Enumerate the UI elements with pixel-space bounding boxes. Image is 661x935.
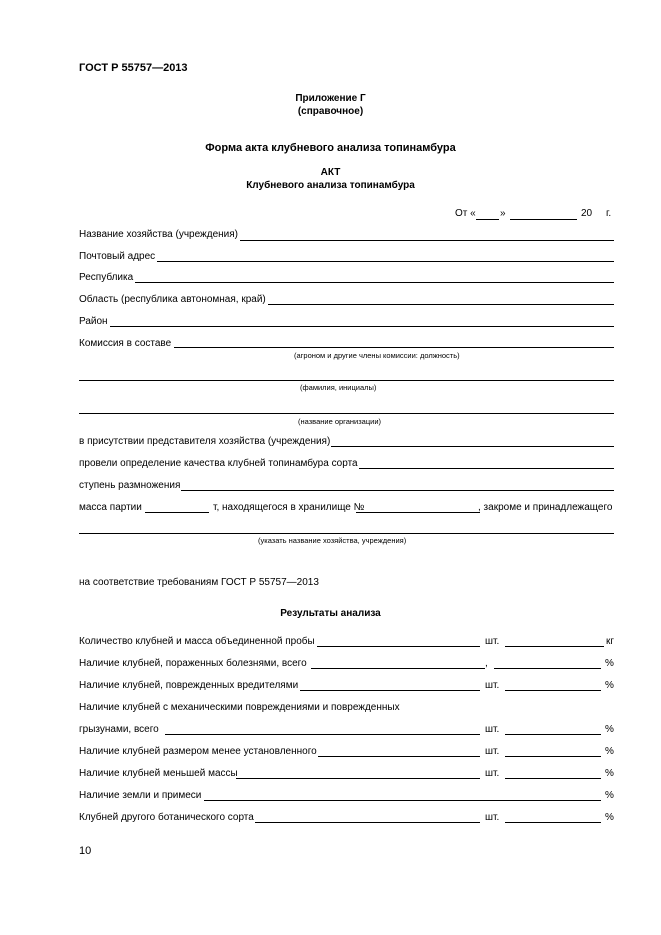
- result-unit-pcs: шт.: [485, 724, 500, 735]
- result-diseased-field[interactable]: [311, 668, 485, 669]
- page-number: 10: [79, 845, 92, 857]
- result-unit-kg: кг: [606, 636, 615, 647]
- postal-address-field[interactable]: [157, 261, 614, 262]
- organization-caption: (название организации): [298, 417, 382, 426]
- compliance-text: на соответствие требованиям ГОСТ Р 55757—2013: [79, 577, 319, 588]
- names-caption: (фамилия, инициалы): [300, 383, 377, 392]
- date-mid: »: [500, 208, 506, 219]
- result-unit-percent: %: [605, 746, 614, 757]
- organization-field[interactable]: [79, 413, 614, 414]
- result-other-variety-percent-field[interactable]: [505, 822, 601, 823]
- region-label: Область (республика автономная, край): [79, 294, 266, 305]
- standard-header: ГОСТ Р 55757—2013: [79, 62, 188, 74]
- result-rodents-field[interactable]: [165, 734, 480, 735]
- result-unit-pcs: шт.: [485, 680, 500, 691]
- stored-in-label: т, находящегося в хранилище №: [213, 502, 365, 513]
- republic-label: Республика: [79, 272, 134, 283]
- act-title: АКТ: [320, 167, 341, 178]
- result-label-rodents: грызунами, всего: [79, 724, 159, 735]
- commission-caption: (агроном и другие члены комиссии: должность): [294, 351, 460, 360]
- result-pests-percent-field[interactable]: [505, 690, 601, 691]
- result-label-mechanical: Наличие клубней с механическими повреждениями и поврежденных: [79, 702, 400, 713]
- closed-owned-label: , закроме и принадлежащего: [478, 502, 613, 513]
- result-label-diseased: Наличие клубней, пораженных болезнями, всего: [79, 658, 307, 669]
- result-unit-percent: %: [605, 768, 614, 779]
- result-separator: ,: [485, 658, 488, 669]
- stage-label: ступень размножения: [79, 480, 181, 491]
- result-undersize-percent-field[interactable]: [505, 756, 601, 757]
- month-field[interactable]: [510, 219, 577, 220]
- farm-owner-caption: (указать название хозяйства, учреждения): [258, 536, 407, 545]
- date-year: 20: [581, 208, 593, 219]
- result-count-field[interactable]: [317, 646, 480, 647]
- result-label-other-variety: Клубней другого ботанического сорта: [79, 812, 254, 823]
- representative-field[interactable]: [331, 446, 614, 447]
- form-title: Форма акта клубневого анализа топинамбура: [205, 142, 456, 154]
- postal-address-label: Почтовый адрес: [79, 251, 156, 262]
- appendix-title: Приложение Г: [295, 93, 366, 104]
- result-label-undersize: Наличие клубней размером менее установленного: [79, 746, 317, 757]
- farm-name-label: Название хозяйства (учреждения): [79, 229, 238, 240]
- result-rodents-percent-field[interactable]: [505, 734, 601, 735]
- result-other-variety-field[interactable]: [255, 822, 480, 823]
- storage-number-field[interactable]: [356, 512, 480, 513]
- result-pests-field[interactable]: [300, 690, 480, 691]
- farm-name-field[interactable]: [240, 240, 614, 241]
- quality-check-label: провели определение качества клубней топинамбура сорта: [79, 458, 358, 469]
- commission-label: Комиссия в составе: [79, 338, 172, 349]
- date-prefix: От «: [455, 208, 476, 219]
- region-field[interactable]: [268, 304, 614, 305]
- commission-field[interactable]: [174, 347, 614, 348]
- result-unit-percent: %: [605, 812, 614, 823]
- date-suffix: г.: [606, 208, 612, 219]
- district-label: Район: [79, 316, 108, 327]
- farm-owner-field[interactable]: [79, 533, 614, 534]
- result-unit-pcs: шт.: [485, 746, 500, 757]
- variety-field[interactable]: [359, 468, 614, 469]
- result-label-pests: Наличие клубней, поврежденных вредителями: [79, 680, 299, 691]
- result-unit-percent: %: [605, 658, 614, 669]
- day-field[interactable]: [476, 219, 499, 220]
- result-unit-pcs: шт.: [485, 812, 500, 823]
- district-field[interactable]: [110, 326, 614, 327]
- republic-field[interactable]: [135, 282, 614, 283]
- names-field[interactable]: [79, 380, 614, 381]
- result-soil-field[interactable]: [204, 800, 601, 801]
- stage-field[interactable]: [181, 490, 614, 491]
- act-subtitle: Клубневого анализа топинамбура: [246, 180, 415, 191]
- result-underweight-field[interactable]: [236, 778, 480, 779]
- batch-mass-label: масса партии: [79, 502, 142, 513]
- representative-label: в присутствии представителя хозяйства (учреждения): [79, 436, 331, 447]
- result-unit-percent: %: [605, 724, 614, 735]
- result-label-soil: Наличие земли и примеси: [79, 790, 202, 801]
- results-title: Результаты анализа: [280, 608, 381, 619]
- result-unit-percent: %: [605, 790, 614, 801]
- result-label-count-mass: Количество клубней и масса объединенной пробы: [79, 636, 315, 647]
- result-mass-field[interactable]: [505, 646, 604, 647]
- batch-mass-field[interactable]: [145, 512, 209, 513]
- result-diseased-percent-field[interactable]: [494, 668, 601, 669]
- result-underweight-percent-field[interactable]: [505, 778, 601, 779]
- result-label-underweight: Наличие клубней меньшей массы: [79, 768, 238, 779]
- result-unit-pcs: шт.: [485, 636, 500, 647]
- appendix-note: (справочное): [297, 106, 364, 117]
- result-unit-percent: %: [605, 680, 614, 691]
- result-undersize-field[interactable]: [318, 756, 480, 757]
- result-unit-pcs: шт.: [485, 768, 500, 779]
